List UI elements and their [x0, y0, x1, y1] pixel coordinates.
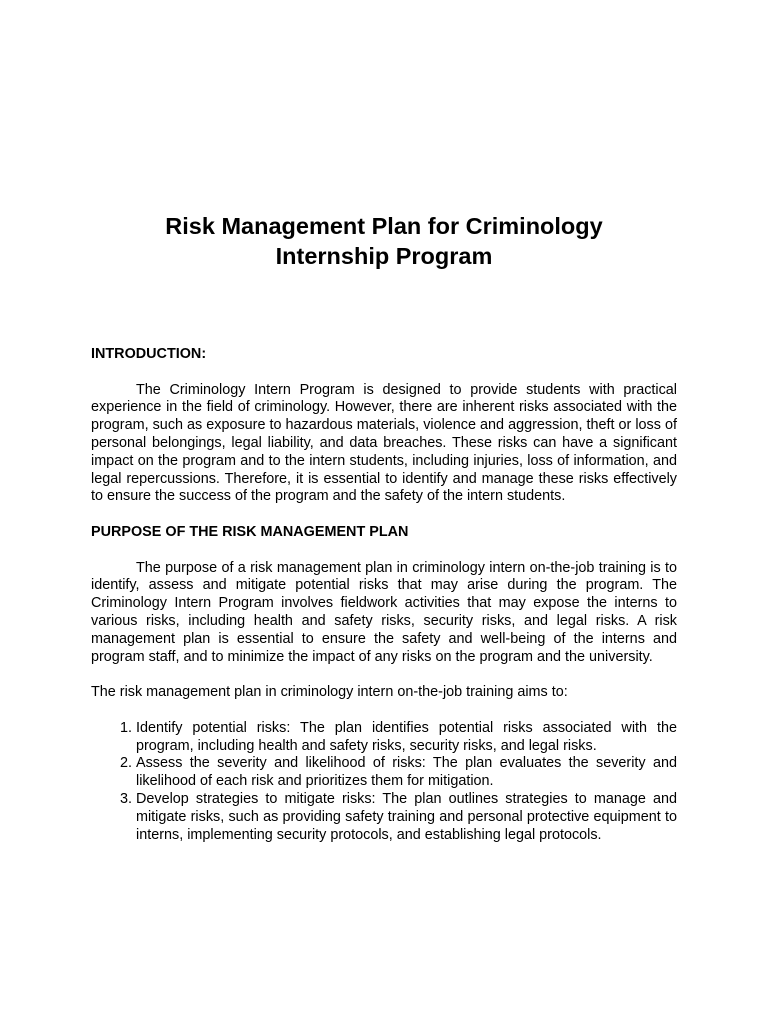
- title-line-2: Internship Program: [275, 243, 493, 269]
- aims-list: [91, 720, 677, 845]
- aims-list-item: 3. Develop strategies to mitigate risks: The plan outlines strategies to manage and mitigate risks, such as providing safety training and personal protective equipment to interns, implementing security protocols, and establishing legal protocols.: [136, 791, 677, 844]
- purpose-heading: PURPOSE OF THE RISK MANAGEMENT PLAN: [91, 523, 409, 540]
- purpose-paragraph: The purpose of a risk management plan in criminology intern on-the-job training is to identify, assess and mitigate potential risks that may arise during the program. The Criminology Intern Program involves fieldwork activities that may expose the interns to various risks, including health and safety risks, security risks, and legal risks. A risk management plan is essential to ensure the safety and well-being of the interns and program staff, and to minimize the impact of any risks on the program and the university.: [91, 559, 677, 665]
- aims-list-item: 1. Identify potential risks: The plan identifies potential risks associated with the program, including health and safety risks, security risks, and legal risks.: [136, 720, 677, 756]
- aims-intro: The risk management plan in criminology intern on-the-job training aims to:: [91, 684, 568, 701]
- document-body: [91, 346, 677, 844]
- aims-list-item: 2. Assess the severity and likelihood of risks: The plan evaluates the severity and likelihood of each risk and prioritizes them for mitigation.: [136, 755, 677, 791]
- title-line-1: Risk Management Plan for Criminology: [165, 213, 603, 239]
- document-title: [0, 211, 768, 271]
- introduction-heading: INTRODUCTION:: [91, 346, 207, 362]
- introduction-paragraph: The Criminology Intern Program is designed to provide students with practical experience in the field of criminology. However, there are inherent risks associated with the program, such as exposure to hazardous materials, violence and aggression, theft or loss of personal belongings, legal liability, and data breaches. These risks can have a significant impact on the program and to the intern students, including injuries, loss of information, and legal repercussions. Therefore, it is essential to identify and manage these risks effectively to ensure the success of the program and the safety of the intern students.: [91, 381, 677, 505]
